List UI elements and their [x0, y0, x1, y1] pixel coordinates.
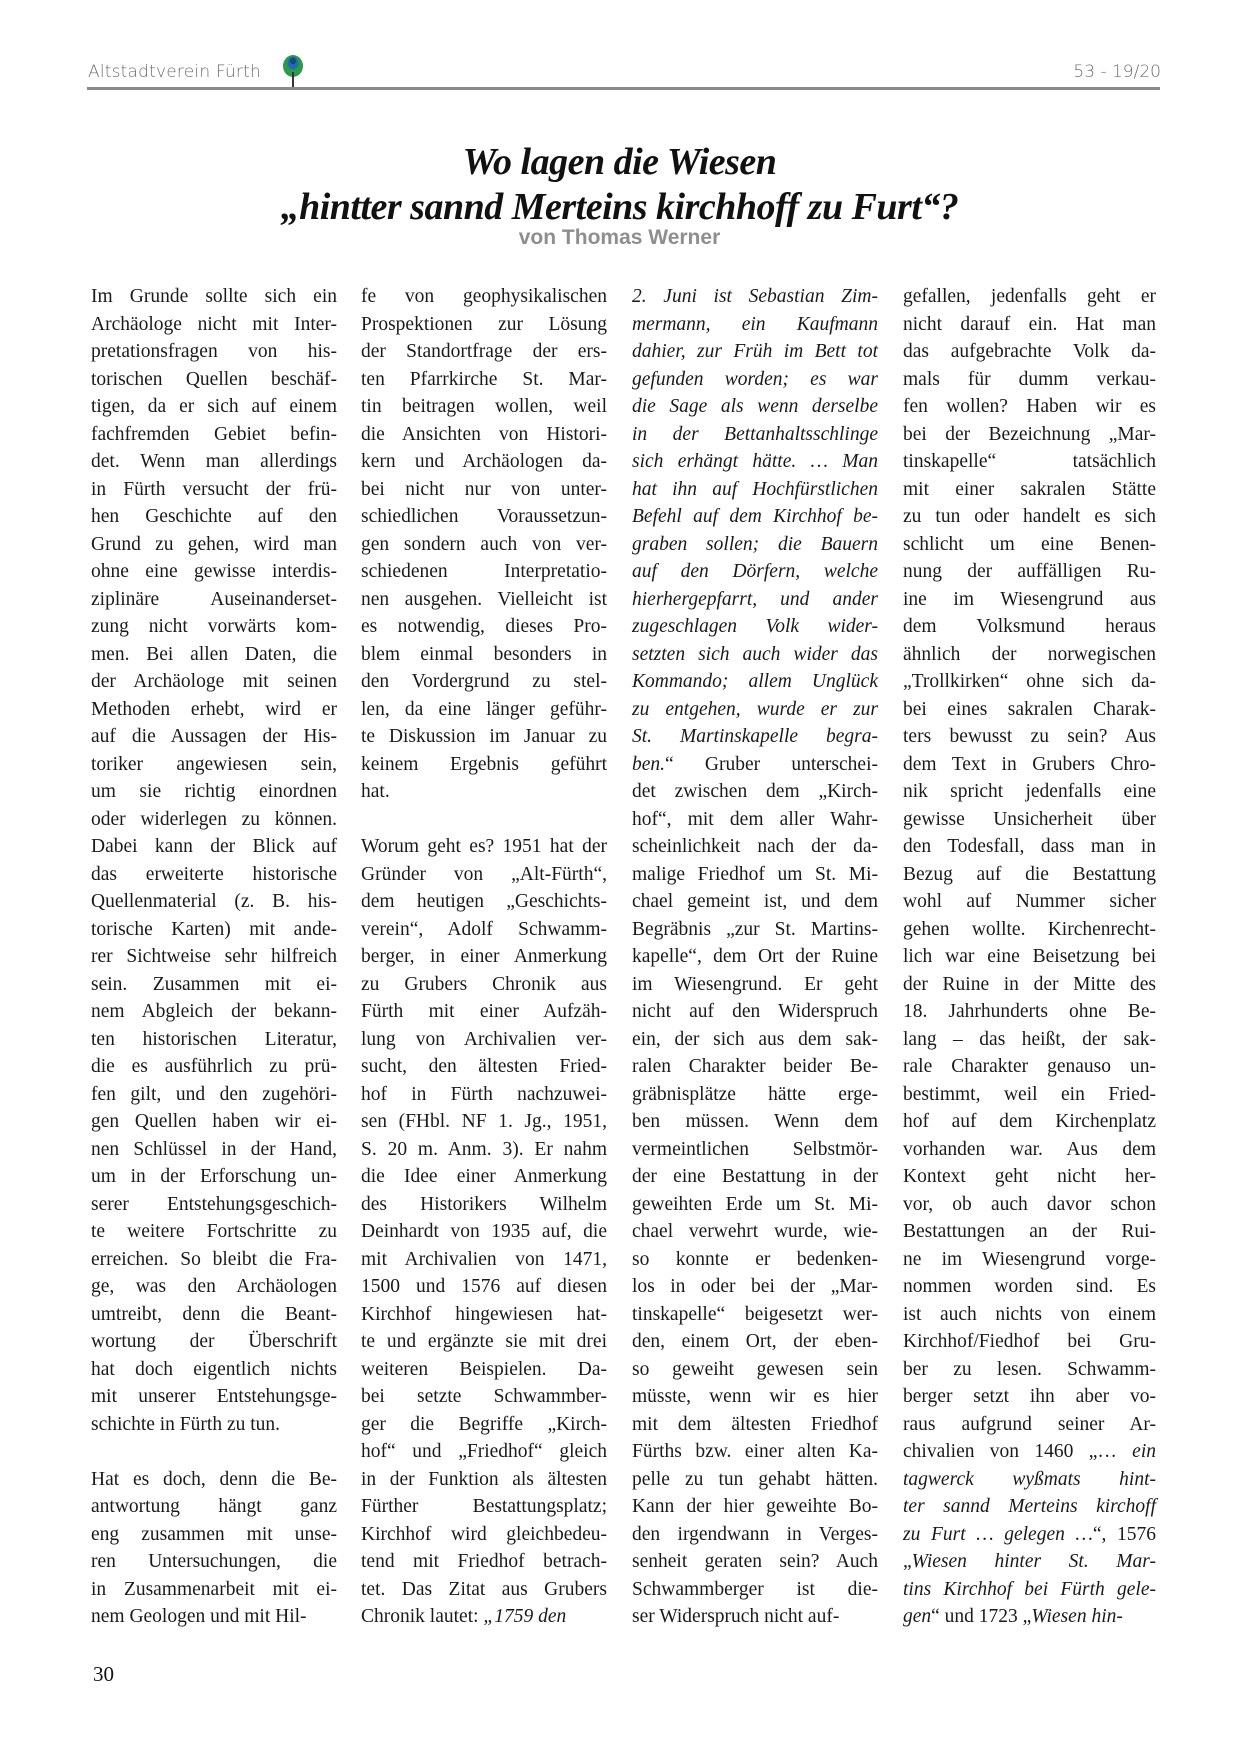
- text-line: zung nicht vorwärts kom-: [91, 616, 337, 637]
- text-line: die es ausführlich zu prü-: [91, 1056, 337, 1077]
- text-line: lung von Archivalien ver-: [361, 1028, 607, 1050]
- text-line: das erweiterte historische: [91, 863, 337, 885]
- text-line: Gründer von „Alt-Fürth“,: [361, 863, 607, 885]
- text-line: in Fürth versucht der frü-: [91, 478, 337, 500]
- text-line: ten historischen Literatur,: [91, 1028, 337, 1050]
- text-line: Kirchhof hingewiesen hat-: [361, 1303, 607, 1325]
- text-line: die Ansichten von Histori-: [361, 423, 607, 445]
- text-line: nen ausgehen. Vielleicht ist: [361, 588, 607, 610]
- text-line: gen Quellen haben wir ei-: [91, 1111, 337, 1132]
- text-column-4: [903, 283, 1156, 1631]
- text-line: Befehl auf dem Kirchhof be-: [632, 506, 878, 527]
- text-line: berger setzt ihn aber vo-: [903, 1386, 1156, 1407]
- text-line: auf den Dörfern, welche: [632, 561, 878, 582]
- text-line: gefallen, jedenfalls geht er: [903, 286, 1156, 307]
- text-line: bei setzte Schwammber-: [361, 1386, 607, 1407]
- text-line: tinskapelle“ beigesetzt wer-: [632, 1303, 878, 1325]
- text-line: det zwischen dem „Kirch-: [632, 781, 878, 802]
- text-line: Prospektionen zur Lösung: [361, 313, 607, 335]
- text-line: ne im Wiesengrund vorge-: [903, 1248, 1156, 1270]
- text-line: [361, 806, 607, 834]
- text-line: hen Geschichte auf den: [91, 506, 337, 527]
- text-line: Fürths bzw. einer alten Ka-: [632, 1441, 878, 1462]
- text-line: nem Abgleich der bekann-: [91, 1001, 337, 1022]
- text-line: den Todesfall, dass man in: [903, 836, 1156, 857]
- text-line: ben müssen. Wenn dem: [632, 1111, 878, 1132]
- text-line: den irgendwann in Verges-: [632, 1523, 878, 1545]
- text-line: vor, ob auch davor schon: [903, 1193, 1156, 1215]
- text-line: die Idee einer Anmerkung: [361, 1166, 607, 1187]
- text-line: kapelle“, dem Ort der Ruine: [632, 946, 878, 967]
- article-byline: von Thomas Werner: [518, 226, 721, 249]
- text-line: in der Funktion als ältesten: [361, 1468, 607, 1490]
- text-line: es notwendig, dieses Pro-: [361, 616, 607, 637]
- text-line: verein“, Adolf Schwamm-: [361, 918, 607, 940]
- text-line: hof“ und „Friedhof“ gleich: [361, 1441, 607, 1462]
- text-line: fen wollen? Haben wir es: [903, 396, 1156, 417]
- text-line: los in oder bei der „Mar-: [632, 1276, 878, 1297]
- text-line: Kirchhof wird gleichbedeu-: [361, 1523, 607, 1545]
- text-line: setzten sich auch wider das: [632, 643, 878, 665]
- text-line: ein, der sich aus dem sak-: [632, 1028, 878, 1050]
- text-line: nik spricht jedenfalls eine: [903, 781, 1156, 802]
- text-line: gen sondern auch von ver-: [361, 533, 607, 555]
- text-line: torische Karten) mit ande-: [91, 918, 337, 940]
- text-line: Fürther Bestattungsplatz;: [361, 1496, 607, 1517]
- text-line: fachfremden Gebiet befin-: [91, 423, 337, 445]
- text-line: dahier, zur Früh im Bett tot: [632, 341, 878, 362]
- text-line: dem Volksmund heraus: [903, 616, 1156, 637]
- text-line: hof in Fürth nachzuwei-: [361, 1083, 607, 1105]
- text-line: pretationsfragen von his-: [91, 341, 337, 362]
- text-line: schiedenen Interpretatio-: [361, 561, 607, 582]
- text-line: tend mit Friedhof betrach-: [361, 1551, 607, 1572]
- text-line: bestimmt, weil ein Fried-: [903, 1083, 1156, 1105]
- text-line: schiedlichen Voraussetzun-: [361, 506, 607, 527]
- header-rule: [87, 87, 1160, 90]
- text-line: nicht auf den Widerspruch: [632, 1001, 878, 1022]
- text-line: Grund zu gehen, wird man: [91, 533, 337, 555]
- text-line: ziplinäre Auseinanderset-: [91, 588, 337, 610]
- text-line: chael verwehrt wurde, wie-: [632, 1221, 878, 1242]
- text-line: ger die Begriffe „Kirch-: [361, 1413, 607, 1435]
- text-line: serer Entstehungsgeschich-: [91, 1193, 337, 1215]
- text-line: gehen wollte. Kirchenrecht-: [903, 918, 1156, 940]
- text-line: hof auf dem Kirchenplatz: [903, 1111, 1156, 1132]
- text-line: te Diskussion im Januar zu: [361, 726, 607, 747]
- text-line: torischen Quellen beschäf-: [91, 368, 337, 390]
- text-line: ber zu lesen. Schwamm-: [903, 1358, 1156, 1380]
- text-line: hierhergepfarrt, und ander: [632, 588, 878, 610]
- text-line: den, einem Ort, der eben-: [632, 1331, 878, 1352]
- text-line: berger, in einer Anmerkung: [361, 946, 607, 967]
- text-line: raus aufgrund seiner Ar-: [903, 1413, 1156, 1435]
- text-line: mit Archivalien von 1471,: [361, 1248, 607, 1270]
- text-line: erreichen. So bleibt die Fra-: [91, 1248, 337, 1270]
- text-line: Kontext geht nicht her-: [903, 1166, 1156, 1187]
- text-line: gefunden worden; es war: [632, 368, 878, 390]
- text-line: in der Bettanhaltsschlinge: [632, 423, 878, 445]
- text-line: kern und Archäologen da-: [361, 451, 607, 472]
- text-line: nommen worden sind. Es: [903, 1276, 1156, 1297]
- text-line: das aufgebrachte Volk da-: [903, 341, 1156, 362]
- text-line: Bezug auf die Bestattung: [903, 863, 1156, 885]
- text-line: ren Untersuchungen, die: [91, 1551, 337, 1572]
- text-line: der Ruine in der Mitte des: [903, 973, 1156, 995]
- text-line: weiteren Beispielen. Da-: [361, 1358, 607, 1380]
- text-line: senheit geraten sein? Auch: [632, 1551, 878, 1572]
- text-line: mermann, ein Kaufmann: [632, 313, 878, 335]
- text-line: des Historikers Wilhelm: [361, 1193, 607, 1215]
- text-line: ine im Wiesengrund aus: [903, 588, 1156, 610]
- text-line: vorhanden war. Aus dem: [903, 1138, 1156, 1160]
- text-line: so konnte er bedenken-: [632, 1248, 878, 1270]
- text-line: Methoden erhebt, wird er: [91, 698, 337, 720]
- text-line: dem Text in Grubers Chro-: [903, 753, 1156, 775]
- text-line: ser Widerspruch nicht auf-: [632, 1606, 840, 1627]
- text-line: ähnlich der norwegischen: [903, 643, 1156, 665]
- text-line: ben.“ Gruber unterschei-: [632, 753, 878, 775]
- text-line: umtreibt, denn die Beant-: [91, 1303, 337, 1325]
- page-number: 30: [93, 1662, 114, 1686]
- text-line: pelle zu tun gehabt hätten.: [632, 1468, 878, 1490]
- text-line: [91, 1438, 337, 1466]
- text-line: „Trollkirken“ ohne sich da-: [903, 671, 1156, 692]
- text-line: oder widerlegen zu können.: [91, 808, 337, 830]
- text-line: Worum geht es? 1951 hat der: [361, 836, 607, 857]
- text-line: toriker angewiesen sein,: [91, 753, 337, 775]
- text-line: so geweiht gewesen sein: [632, 1358, 878, 1380]
- text-line: scheinlichkeit nach der da-: [632, 836, 878, 857]
- text-line: die Sage als wenn derselbe: [632, 396, 878, 417]
- text-line: Deinhardt von 1935 auf, die: [361, 1221, 607, 1242]
- article-title-line-1: Wo lagen die Wiesen: [462, 141, 777, 183]
- text-line: in Zusammenarbeit mit ei-: [91, 1578, 337, 1600]
- text-line: bei der Bezeichnung „Mar-: [903, 423, 1156, 445]
- article-title-line-2: „hintter sannd Merteins kirchhoff zu Furt“?: [280, 186, 959, 228]
- text-line: ist auch nichts von einem: [903, 1303, 1156, 1325]
- text-line: vermeintlichen Selbstmör-: [632, 1138, 878, 1160]
- text-line: nicht darauf ein. Hat man: [903, 313, 1156, 335]
- text-line: ters bewusst zu sein? Aus: [903, 726, 1156, 747]
- text-line: den Vordergrund zu stel-: [361, 671, 607, 692]
- text-line: wortung der Überschrift: [91, 1331, 337, 1352]
- text-line: Dabei kann der Blick auf: [91, 836, 337, 857]
- text-line: eng zusammen mit unse-: [91, 1523, 337, 1545]
- text-line: sen (FHbl. NF 1. Jg., 1951,: [361, 1111, 607, 1132]
- text-line: Fürth mit einer Aufzäh-: [361, 1001, 607, 1022]
- text-line: tigen, da er sich auf einem: [91, 396, 337, 417]
- text-line: ten Pfarrkirche St. Mar-: [361, 368, 607, 390]
- text-line: 1500 und 1576 auf diesen: [361, 1276, 607, 1297]
- text-line: tins Kirchhof bei Fürth gele-: [903, 1578, 1156, 1600]
- text-line: tin beitragen wollen, weil: [361, 396, 607, 417]
- text-line: St. Martinskapelle begra-: [632, 726, 878, 747]
- text-line: zu entgehen, wurde er zur: [632, 698, 878, 720]
- text-line: mit dem ältesten Friedhof: [632, 1413, 878, 1435]
- text-line: hat ihn auf Hochfürstlichen: [632, 478, 878, 500]
- text-line: tinskapelle“ tatsächlich: [903, 451, 1156, 472]
- text-line: Archäologe nicht mit Inter-: [91, 313, 337, 335]
- text-line: bei eines sakralen Charak-: [903, 698, 1156, 720]
- text-line: nem Geologen und mit Hil-: [91, 1606, 307, 1627]
- text-line: schlicht um eine Benen-: [903, 533, 1156, 555]
- text-line: müsste, wenn wir es hier: [632, 1386, 878, 1407]
- tree-icon: [282, 55, 304, 87]
- text-line: lang – das heißt, der sak-: [903, 1028, 1156, 1050]
- text-line: Bestattungen an der Rui-: [903, 1221, 1156, 1242]
- text-line: der eine Bestattung in der: [632, 1166, 878, 1187]
- text-line: ge, was den Archäologen: [91, 1276, 337, 1297]
- text-line: tagwerck wyßmats hint-: [903, 1468, 1156, 1490]
- text-line: dem heutigen „Geschichts-: [361, 891, 607, 912]
- text-line: mals für dumm verkau-: [903, 368, 1156, 390]
- text-line: nen Schlüssel in der Hand,: [91, 1138, 337, 1160]
- text-line: hat.: [361, 781, 390, 802]
- text-line: bei nicht nur von unter-: [361, 478, 607, 500]
- text-line: Begräbnis „zur St. Martins-: [632, 918, 878, 940]
- text-line: te weitere Fortschritte zu: [91, 1221, 337, 1242]
- text-line: graben sollen; die Bauern: [632, 533, 878, 555]
- text-line: mit einer sakralen Stätte: [903, 478, 1156, 500]
- text-line: zugeschlagen Volk wider-: [632, 616, 878, 637]
- text-line: gen“ und 1723 „Wiesen hin-: [903, 1606, 1123, 1627]
- text-line: um in der Erforschung un-: [91, 1166, 337, 1187]
- text-line: 2. Juni ist Sebastian Zim-: [632, 286, 878, 307]
- text-line: hof“, mit dem aller Wahr-: [632, 808, 878, 830]
- text-line: sucht, den ältesten Fried-: [361, 1056, 607, 1077]
- text-line: tet. Das Zitat aus Grubers: [361, 1578, 607, 1600]
- text-line: blem einmal besonders in: [361, 643, 607, 665]
- text-line: mit unserer Entstehungsge-: [91, 1386, 337, 1407]
- text-line: sein. Zusammen mit ei-: [91, 973, 337, 995]
- text-line: men. Bei allen Daten, die: [91, 643, 337, 665]
- publication-name: Altstadtverein Fürth: [88, 62, 261, 82]
- text-line: zu Furt … gelegen …“, 1576: [903, 1523, 1157, 1545]
- text-line: keinem Ergebnis geführt: [361, 753, 607, 775]
- text-line: S. 20 m. Anm. 3). Er nahm: [361, 1138, 607, 1160]
- text-line: geweihten Erde um St. Mi-: [632, 1193, 878, 1215]
- text-line: fen gilt, und den zugehöri-: [91, 1083, 337, 1105]
- text-line: nung der auffälligen Ru-: [903, 561, 1156, 582]
- text-line: schichte in Fürth zu tun.: [91, 1413, 281, 1435]
- text-line: te und ergänzte sie mit drei: [361, 1331, 607, 1352]
- text-line: chivalien von 1460 „… ein: [903, 1441, 1156, 1462]
- text-line: Schwammberger ist die-: [632, 1578, 878, 1600]
- text-line: chael gemeint ist, und dem: [632, 891, 878, 912]
- text-column-1: [91, 283, 337, 1631]
- text-line: fe von geophysikalischen: [361, 286, 607, 307]
- text-line: lich war eine Beisetzung bei: [903, 946, 1156, 967]
- text-line: auf die Aussagen der His-: [91, 726, 337, 747]
- text-line: der Archäologe mit seinen: [91, 671, 337, 692]
- text-line: ohne eine gewisse interdis-: [91, 561, 337, 582]
- text-line: der Standortfrage der ers-: [361, 341, 607, 362]
- text-line: Hat es doch, denn die Be-: [91, 1468, 337, 1490]
- text-column-2: [361, 283, 607, 1631]
- text-line: len, da eine länger geführ-: [361, 698, 607, 720]
- text-line: Kommando; allem Unglück: [632, 671, 878, 692]
- text-line: sich erhängt hätte. … Man: [632, 451, 878, 472]
- text-line: im Wiesengrund. Er geht: [632, 973, 878, 995]
- text-line: Kirchhof/Fiedhof bei Gru-: [903, 1331, 1156, 1352]
- text-line: zu Grubers Chronik aus: [361, 973, 607, 995]
- text-line: gräbnisplätze hätte erge-: [632, 1083, 878, 1105]
- text-line: Im Grunde sollte sich ein: [91, 286, 337, 307]
- text-line: „Wiesen hinter St. Mar-: [903, 1551, 1156, 1572]
- text-line: ter sannd Merteins kirchoff: [903, 1496, 1156, 1517]
- text-line: malige Friedhof um St. Mi-: [632, 863, 878, 885]
- text-line: ralen Charakter beider Be-: [632, 1056, 878, 1077]
- text-line: zu tun oder handelt es sich: [903, 506, 1156, 527]
- text-line: um sie richtig einordnen: [91, 781, 337, 802]
- text-line: wohl auf Nummer sicher: [903, 891, 1156, 912]
- text-line: hat doch eigentlich nichts: [91, 1358, 337, 1380]
- text-line: rer Sichtweise sehr hilfreich: [91, 946, 337, 967]
- text-line: gewisse Unsicherheit über: [903, 808, 1156, 830]
- text-line: det. Wenn man allerdings: [91, 451, 337, 472]
- text-line: Chronik lautet: „1759 den: [361, 1606, 567, 1627]
- text-column-3: [632, 283, 878, 1631]
- text-line: Quellenmaterial (z. B. his-: [91, 891, 337, 912]
- text-line: rale Charakter genauso un-: [903, 1056, 1156, 1077]
- text-line: 18. Jahrhunderts ohne Be-: [903, 1001, 1156, 1022]
- text-line: Kann der hier geweihte Bo-: [632, 1496, 878, 1517]
- text-line: antwortung hängt ganz: [91, 1496, 337, 1517]
- issue-number: 53 - 19/20: [1073, 62, 1161, 82]
